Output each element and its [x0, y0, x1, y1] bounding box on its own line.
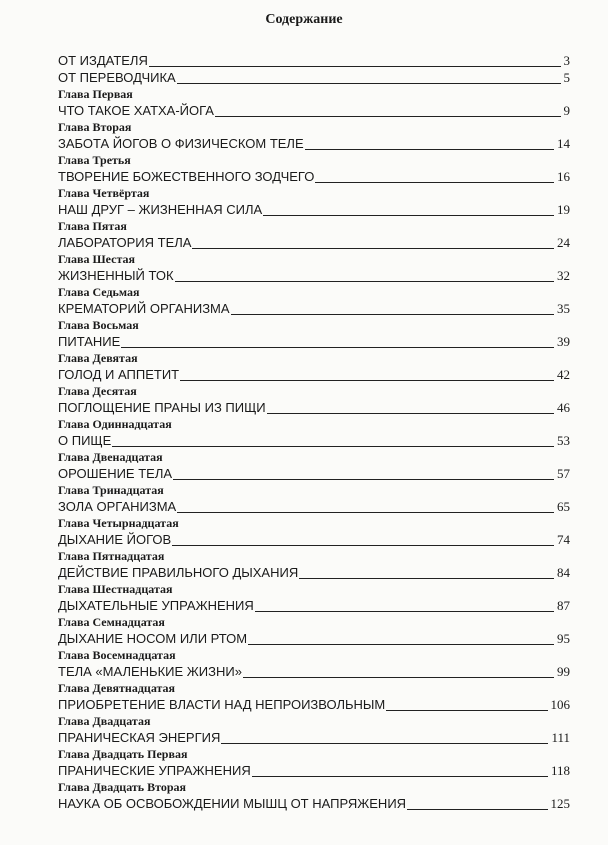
toc-entry-title: ПОГЛОЩЕНИЕ ПРАНЫ ИЗ ПИЩИ	[58, 400, 266, 415]
toc-entry-title: ОРОШЕНИЕ ТЕЛА	[58, 466, 173, 481]
chapter-label: Глава Четвёртая	[58, 186, 150, 200]
toc-page-number: 118	[550, 763, 570, 778]
chapter-label: Глава Девятнадцатая	[58, 681, 176, 695]
toc-entry[interactable]	[58, 201, 570, 218]
toc-leader-line	[315, 182, 554, 183]
toc-leader-line	[252, 776, 548, 777]
toc-entry-title: ОТ ПЕРЕВОДЧИКА	[58, 70, 176, 85]
toc-page-number: 32	[557, 268, 570, 283]
toc-entry[interactable]	[58, 333, 570, 350]
toc-page-number: 24	[557, 235, 570, 250]
chapter-label: Глава Двенадцатая	[58, 450, 163, 464]
toc-leader-line	[112, 446, 554, 447]
toc-entry-title: КРЕМАТОРИЙ ОРГАНИЗМА	[58, 301, 230, 316]
toc-entry-title: ГОЛОД И АППЕТИТ	[58, 367, 180, 382]
toc-page-number: 14	[557, 136, 570, 151]
toc-entry[interactable]	[58, 762, 570, 779]
toc-entry-title: ЧТО ТАКОЕ ХАТХА-ЙОГА	[58, 103, 214, 118]
toc-page-number: 84	[557, 565, 570, 580]
chapter-label: Глава Пятая	[58, 219, 127, 233]
toc-entry-title: НАШ ДРУГ – ЖИЗНЕННАЯ СИЛА	[58, 202, 263, 217]
toc-page-number: 95	[557, 631, 570, 646]
toc-leader-line	[243, 677, 554, 678]
chapter-label: Глава Двадцать Первая	[58, 747, 188, 761]
toc-entry[interactable]	[58, 597, 570, 614]
toc-page-number: 74	[557, 532, 570, 547]
toc-page-number: 42	[557, 367, 570, 382]
toc-leader-line	[305, 149, 554, 150]
toc-page-number: 125	[550, 796, 570, 811]
toc-entry[interactable]	[58, 729, 570, 746]
toc-page-number: 16	[557, 169, 570, 184]
toc-page-number: 19	[557, 202, 570, 217]
toc-leader-line	[149, 66, 561, 67]
toc-entry-title: ЖИЗНЕННЫЙ ТОК	[58, 268, 174, 283]
toc-entry[interactable]	[58, 52, 570, 69]
toc-leader-line	[173, 479, 554, 480]
toc-entry-title: ТЕЛА «МАЛЕНЬКИЕ ЖИЗНИ»	[58, 664, 242, 679]
chapter-label: Глава Шестая	[58, 252, 136, 266]
toc-entry-title: ОТ ИЗДАТЕЛЯ	[58, 53, 148, 68]
toc-leader-line	[231, 314, 554, 315]
toc-leader-line	[255, 611, 554, 612]
toc-leader-line	[386, 710, 547, 711]
toc-entry-title: ТВОРЕНИЕ БОЖЕСТВЕННОГО ЗОДЧЕГО	[58, 169, 315, 184]
toc-entry[interactable]	[58, 531, 570, 548]
toc-entry-title: О ПИЩЕ	[58, 433, 112, 448]
toc-entry-title: ПРАНИЧЕСКАЯ ЭНЕРГИЯ	[58, 730, 221, 745]
toc-entry[interactable]	[58, 366, 570, 383]
toc-entry[interactable]	[58, 267, 570, 284]
chapter-label: Глава Двадцатая	[58, 714, 151, 728]
toc-page-number: 9	[563, 103, 570, 118]
toc-entry[interactable]	[58, 300, 570, 317]
toc-leader-line	[172, 545, 554, 546]
chapter-label: Глава Вторая	[58, 120, 132, 134]
chapter-label: Глава Двадцать Вторая	[58, 780, 187, 794]
toc-leader-line	[215, 116, 561, 117]
toc-page-number: 99	[557, 664, 570, 679]
chapter-label: Глава Девятая	[58, 351, 138, 365]
chapter-label: Глава Восьмая	[58, 318, 139, 332]
toc-entry-title: ПИТАНИЕ	[58, 334, 121, 349]
toc-page-number: 111	[551, 730, 570, 745]
toc-page-number: 5	[563, 70, 570, 85]
toc-leader-line	[299, 578, 554, 579]
toc-leader-line	[263, 215, 554, 216]
toc-entry[interactable]	[58, 663, 570, 680]
toc-entry[interactable]	[58, 432, 570, 449]
toc-entry[interactable]	[58, 498, 570, 515]
toc-page-number: 35	[557, 301, 570, 316]
toc-entry-title: ЛАБОРАТОРИЯ ТЕЛА	[58, 235, 192, 250]
toc-entry[interactable]	[58, 234, 570, 251]
chapter-label: Глава Тринадцатая	[58, 483, 164, 497]
toc-entry[interactable]	[58, 102, 570, 119]
toc-page-number: 65	[557, 499, 570, 514]
toc-entry[interactable]	[58, 69, 570, 86]
toc-leader-line	[180, 380, 554, 381]
toc-page-number: 39	[557, 334, 570, 349]
toc-leader-line	[177, 512, 554, 513]
chapter-label: Глава Одиннадцатая	[58, 417, 172, 431]
toc-page-number: 87	[557, 598, 570, 613]
toc-entry[interactable]	[58, 399, 570, 416]
chapter-label: Глава Шестнадцатая	[58, 582, 173, 596]
toc-entry-title: ПРАНИЧЕСКИЕ УПРАЖНЕНИЯ	[58, 763, 251, 778]
chapter-label: Глава Десятая	[58, 384, 137, 398]
chapter-label: Глава Первая	[58, 87, 133, 101]
chapter-label: Глава Пятнадцатая	[58, 549, 165, 563]
toc-page-number: 53	[557, 433, 570, 448]
toc-leader-line	[177, 83, 561, 84]
toc-entry-title: ЗОЛА ОРГАНИЗМА	[58, 499, 177, 514]
toc-leader-line	[121, 347, 554, 348]
chapter-label: Глава Седьмая	[58, 285, 140, 299]
toc-leader-line	[407, 809, 547, 810]
toc-entry[interactable]	[58, 696, 570, 713]
toc-entry[interactable]	[58, 135, 570, 152]
toc-entry[interactable]	[58, 795, 570, 812]
toc-page-number: 57	[557, 466, 570, 481]
toc-entry[interactable]	[58, 630, 570, 647]
toc-page-number: 106	[550, 697, 570, 712]
chapter-label: Глава Третья	[58, 153, 131, 167]
chapter-label: Глава Восемнадцатая	[58, 648, 176, 662]
chapter-label: Глава Четырнадцатая	[58, 516, 179, 530]
toc-entry-title: ДЫХАТЕЛЬНЫЕ УПРАЖНЕНИЯ	[58, 598, 254, 613]
toc-leader-line	[221, 743, 548, 744]
toc-leader-line	[248, 644, 554, 645]
toc-page-number: 46	[557, 400, 570, 415]
toc-entry[interactable]	[58, 168, 570, 185]
toc-leader-line	[175, 281, 554, 282]
toc-entry-title: ДЕЙСТВИЕ ПРАВИЛЬНОГО ДЫХАНИЯ	[58, 565, 299, 580]
toc-leader-line	[267, 413, 554, 414]
toc-entry-title: ДЫХАНИЕ НОСОМ ИЛИ РТОМ	[58, 631, 248, 646]
toc-entry-title: ДЫХАНИЕ ЙОГОВ	[58, 532, 172, 547]
toc-entry[interactable]	[58, 465, 570, 482]
toc-leader-line	[192, 248, 554, 249]
toc-entry[interactable]	[58, 564, 570, 581]
page-title: Содержание	[265, 12, 343, 27]
toc-entry-title: НАУКА ОБ ОСВОБОЖДЕНИИ МЫШЦ ОТ НАПРЯЖЕНИЯ	[58, 796, 407, 811]
toc-page-number: 3	[563, 53, 570, 68]
toc-entry-title: ПРИОБРЕТЕНИЕ ВЛАСТИ НАД НЕПРОИЗВОЛЬНЫМ	[58, 697, 386, 712]
toc-entry-title: ЗАБОТА ЙОГОВ О ФИЗИЧЕСКОМ ТЕЛЕ	[58, 136, 304, 151]
chapter-label: Глава Семнадцатая	[58, 615, 165, 629]
table-of-contents	[58, 52, 570, 812]
